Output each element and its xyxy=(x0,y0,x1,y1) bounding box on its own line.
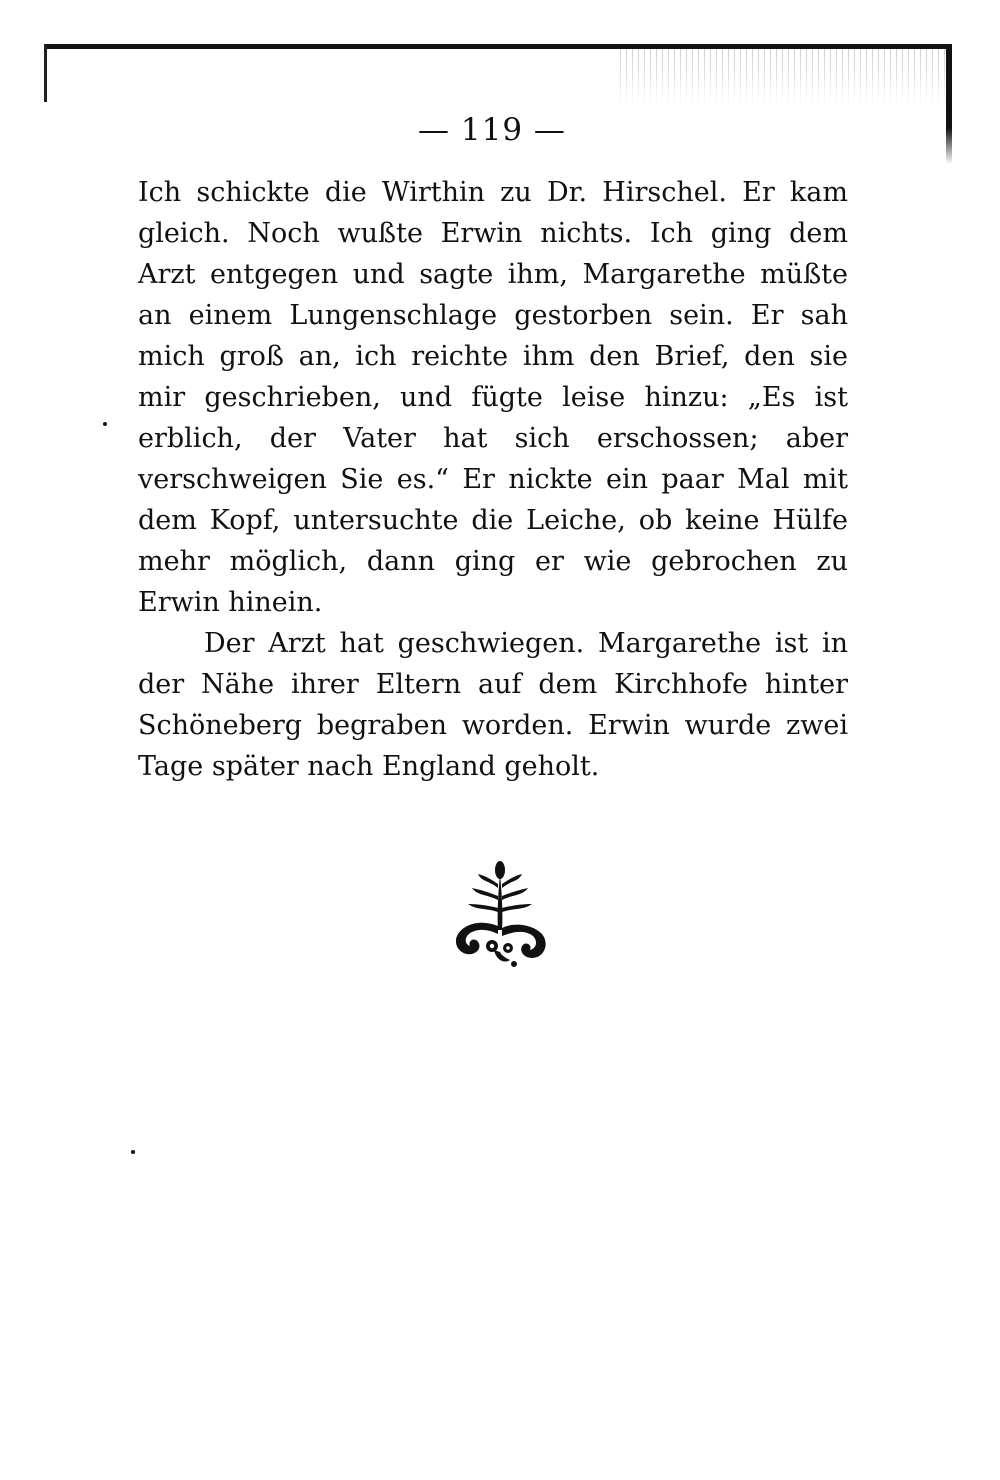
ink-speck xyxy=(103,422,107,426)
ink-speck xyxy=(131,1150,135,1154)
floral-ornament-icon xyxy=(448,860,552,970)
paragraph: Der Arzt hat geschwiegen. Margarethe ist in der Nähe ihrer Eltern auf dem Kirchhofe hinter Schöneberg begraben worden. Erwin wurde zwei Tage später nach England geholt. xyxy=(138,628,848,782)
scan-border-left xyxy=(44,44,47,102)
scan-noise xyxy=(620,49,950,109)
paragraph: Ich schickte die Wirthin zu Dr. Hirschel. Er kam gleich. Noch wußte Erwin nichts. Ich ging dem Arzt entgegen und sagte ihm, Margarethe müßte an einem Lungenschlage gestorben sein. Er sah mich groß an, ich reichte ihm den Brief, den sie mir geschrieben, und fügte leise hinzu: „Es ist erblich, der Vater hat sich erschossen; aber verschweigen Sie es.“ Er nickte ein paar Mal mit dem Kopf, untersuchte die Leiche, ob keine Hülfe mehr möglich, dann ging er wie gebrochen zu Erwin hinein. xyxy=(138,177,848,618)
body-text xyxy=(138,172,848,787)
page-number: — 119 — xyxy=(418,112,566,148)
